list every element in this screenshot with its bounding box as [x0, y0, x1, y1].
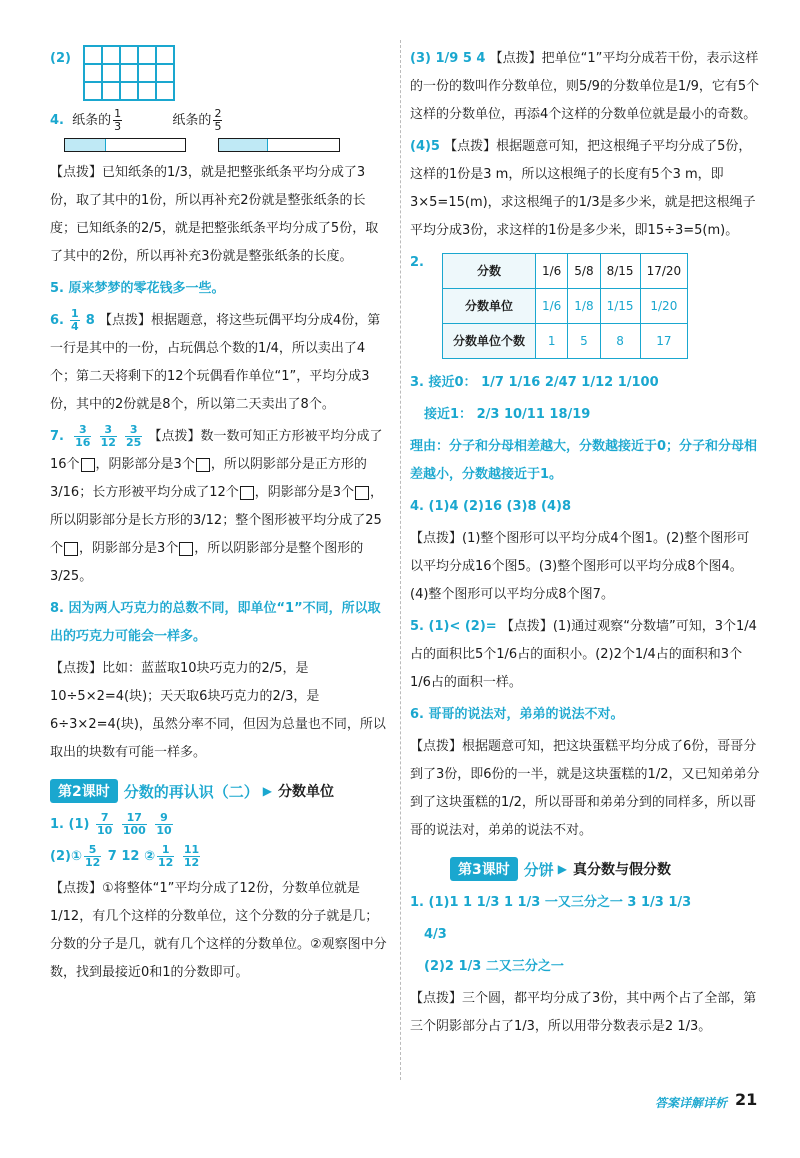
q7-tip-d: ，阴影部分是3个 [254, 485, 355, 500]
table-header-unit: 分数单位 [442, 289, 535, 324]
triangle-right-icon: ▶ [262, 784, 272, 798]
page-number: 21 [735, 1090, 758, 1109]
table-cell: 8 [600, 324, 640, 359]
l3q1-a: 1. (1)1 1 1/3 1 1/3 一又三分之一 3 1/3 1/3 [410, 895, 692, 910]
table-cell: 1 [535, 324, 567, 359]
r-q4b-tip: 【点拨】(1)整个图形可以平均分成4个图1。(2)整个图形可以平均分成16个图5。(3)整个图形可以平均分成8个图4。(4)整个图形可以平均分成8个图7。 [410, 531, 750, 602]
near0-values: 1/7 1/16 2/47 1/12 1/100 [481, 375, 659, 390]
right-column [410, 45, 760, 1045]
table-cell: 1/6 [535, 289, 567, 324]
lesson3-badge: 第3课时 [450, 857, 518, 881]
r-q3-tip: 【点拨】把单位“1”平均分成若干份，表示这样的一份的数叫作分数单位，则5/9的分数单位是1/9，它有5个这样的分数单位，再添4个这样的分数单位就是最小的奇数。 [410, 51, 760, 122]
l2q1-tip: 【点拨】①将整体“1”平均分成了12份，分数单位就是1/12，有几个这样的分数单位，这个分数的分子就是几；分数的分子是几，就有几个这样的分数单位。②观察图中分数，找到最接近0和1的分数即可。 [50, 881, 387, 980]
grid-figure [83, 45, 175, 101]
l3q1-tip: 【点拨】三个圆，都平均分成了3份，其中两个占了全部，第三个阴影部分占了1/3，所以用带分数表示是2 1/3。 [410, 991, 757, 1034]
frac-2-5: $\frac{2}{5}$ [214, 107, 222, 133]
r-q3-answer: (3) 1/9 5 4 [410, 51, 486, 66]
q2-label: (2) [50, 51, 71, 66]
square-icon [81, 458, 95, 472]
table-cell: 1/6 [535, 254, 567, 289]
q7-block: 7. $\frac{3}{16}$ $\frac{3}{12}$ $\frac{3}{25}$ 【点拨】数一数可知正方形被平均分成了16个 ，阴影部分是3个 ，所以阴影部分是正方形的3/16；长方形被平均分成了12个 ，阴影部分是3个 ，所以阴影部分是长方形的3/12；整个图形被平均分成了25个 ，阴影部分是3个 ，所以阴影部分是整个图形的3/25。 [50, 423, 384, 584]
q4-tip: 【点拨】已知纸条的1/3，就是把整张纸条平均分成了3份，取了其中的1份，所以再补充2份就是整张纸条的长度；已知纸条的2/5，就是把整张纸条平均分成了5份，取了其中的2份，所以再补充3份就是整张纸条的长度。 [50, 165, 379, 264]
l3q1-a2: 4/3 [424, 927, 447, 942]
table-cell: 5 [568, 324, 600, 359]
left-column [50, 45, 390, 991]
table-cell: 1/8 [568, 289, 600, 324]
q6-tip: 【点拨】根据题意，将这些玩偶平均分成4份，第一行是其中的一份，占玩偶总个数的1/4，所以卖出了4个；第二天将剩下的12个玩偶看作单位“1”，平均分成3份，其中的2份就是8个，所以第二天卖出了8个。 [50, 313, 381, 412]
square-icon [179, 542, 193, 556]
q7-tip-f: ，阴影部分是3个 [79, 541, 179, 556]
table-cell: 17 [640, 324, 688, 359]
footer-banner: 答案详解详析 [655, 1096, 728, 1110]
l2q1-a: 1. (1) $\frac{7}{10}$ $\frac{17}{100}$ $\frac{9}{10}$ [50, 811, 172, 837]
q6-answer: 8 [85, 313, 95, 328]
l3q1-b: (2)2 1/3 二又三分之一 [424, 959, 564, 974]
q5-answer: 5. 原来梦梦的零花钱多一些。 [50, 281, 225, 296]
table-cell: 1/15 [600, 289, 640, 324]
q7-tip-e: ，所以阴影部分是长方形的3/12；整个图形被平均分成了25个 [50, 485, 384, 556]
q7-tip-a: 【点拨】数一数可知正方形被平均分成了16个 [50, 429, 383, 472]
r-q5b-tip: 【点拨】(1)通过观察“分数墙”可知，3个1/4占的面积比5个1/6占的面积小。(2)2个1/4占的面积和3个1/6占的面积一样。 [410, 619, 757, 690]
r-q4-tip: 【点拨】根据题意可知，把这根绳子平均分成了5份，这样的1份是3 m，所以这根绳子的长度有5个3 m，即3×5=15(m)，求这根绳子的1/3是多少米，就是把这根绳子平均分成3份，求这样的1份是多少米，即15÷3=5(m)。 [410, 139, 756, 238]
r-q2-num: 2. [410, 255, 424, 270]
lesson2-title: 分数的再认识（二） [123, 782, 259, 801]
q4-strips [50, 107, 390, 155]
r-q5b-answer: 5. (1)< (2)= [410, 619, 497, 634]
l2q1-b-prefix: (2)① [50, 849, 82, 864]
r-q3b-reason: 理由：分子和分母相差越大，分数越接近于0；分子和分母相差越小，分数越接近于1。 [410, 439, 758, 482]
fraction-table [442, 253, 688, 359]
r-q5b-block [410, 613, 760, 697]
near1-label: 接近1： [424, 407, 473, 422]
lesson3-subtitle: 真分数与假分数 [573, 862, 671, 878]
frac-1-3: $\frac{1}{3}$ [114, 107, 122, 133]
square-icon [355, 486, 369, 500]
lesson3-title: 分饼 [523, 860, 554, 879]
lesson2-subtitle: 分数单位 [278, 784, 334, 800]
q7-tip-c: ，所以阴影部分是正方形的3/16；长方形被平均分成了12个 [50, 457, 367, 500]
r-q6b-answer: 6. 哥哥的说法对，弟弟的说法不对。 [410, 707, 624, 722]
q8-tip: 【点拨】比如：蓝蓝取10块巧克力的2/5，是10÷5×2=4(块)；天天取6块巧克力的2/3，是6÷3×2=4(块)，虽然分率不同，但因为总量也不同，所以取出的块数有可能一样多。 [50, 661, 386, 760]
lesson2-badge: 第2课时 [50, 779, 118, 803]
r-q4-block [410, 133, 760, 245]
column-divider [400, 40, 401, 1080]
q8-answer: 8. 因为两人巧克力的总数不同，即单位“1”不同，所以取出的巧克力可能会一样多。 [50, 601, 381, 644]
l2q1-b: (2)① $\frac{5}{12}$ 7 12 ② $\frac{1}{12}$ $\frac{11}{12}$ [50, 843, 200, 869]
table-cell: 5/8 [568, 254, 600, 289]
r-q3b-near0 [410, 369, 760, 397]
table-cell: 1/20 [640, 289, 688, 324]
r-q4-answer: (4)5 [410, 139, 440, 154]
near1-values: 2/3 10/11 18/19 [476, 407, 591, 422]
q4-a-label: 纸条的 [72, 113, 112, 128]
q7-tip-b: ，阴影部分是3个 [95, 457, 195, 472]
lesson3-header [450, 857, 760, 881]
strip-one-third [64, 138, 186, 152]
square-icon [240, 486, 254, 500]
table-cell: 8/15 [600, 254, 640, 289]
r-q3-block [410, 45, 760, 129]
r-q3b-near1 [410, 401, 760, 429]
q2-grid-block [50, 45, 390, 101]
l2q1-a-label: 1. (1) [50, 817, 90, 832]
near0-label: 3. 接近0： [410, 375, 477, 390]
square-icon [196, 458, 210, 472]
table-cell: 17/20 [640, 254, 688, 289]
r-q6b-tip: 【点拨】根据题意可知，把这块蛋糕平均分成了6份，哥哥分到了3份，即6份的一半，就是这块蛋糕的1/2，又已知弟弟分到了这块蛋糕的1/2，所以哥哥和弟弟分到的同样多，所以哥哥的说法对，弟弟的说法不对。 [410, 739, 760, 838]
strip-two-fifths [218, 138, 340, 152]
q4-b-label: 纸条的 [172, 113, 212, 128]
frac-1-4: $\frac{1}{4}$ [70, 307, 79, 333]
q7-tip-g: ，所以阴影部分是整个图形的3/25。 [50, 541, 364, 584]
lesson2-header [50, 779, 390, 803]
r-q2-table-block [410, 249, 760, 365]
table-header-fraction: 分数 [442, 254, 535, 289]
q6-block: 6. $\frac{1}{4}$ 8 【点拨】根据题意，将这些玩偶平均分成4份，第一行是其中的一份，占玩偶总个数的1/4，所以卖出了4个；第二天将剩下的12个玩偶看作单位“1”，平均分成3份，其中的2份就是8个，所以第二天卖出了8个。 [50, 307, 381, 412]
square-icon [64, 542, 78, 556]
q4-num: 4. [50, 113, 64, 128]
triangle-right-icon: ▶ [557, 862, 567, 876]
r-q4b-answer: 4. (1)4 (2)16 (3)8 (4)8 [410, 499, 572, 514]
l2q1-b-mid: 7 12 ② [107, 849, 155, 864]
table-header-count: 分数单位个数 [442, 324, 535, 359]
